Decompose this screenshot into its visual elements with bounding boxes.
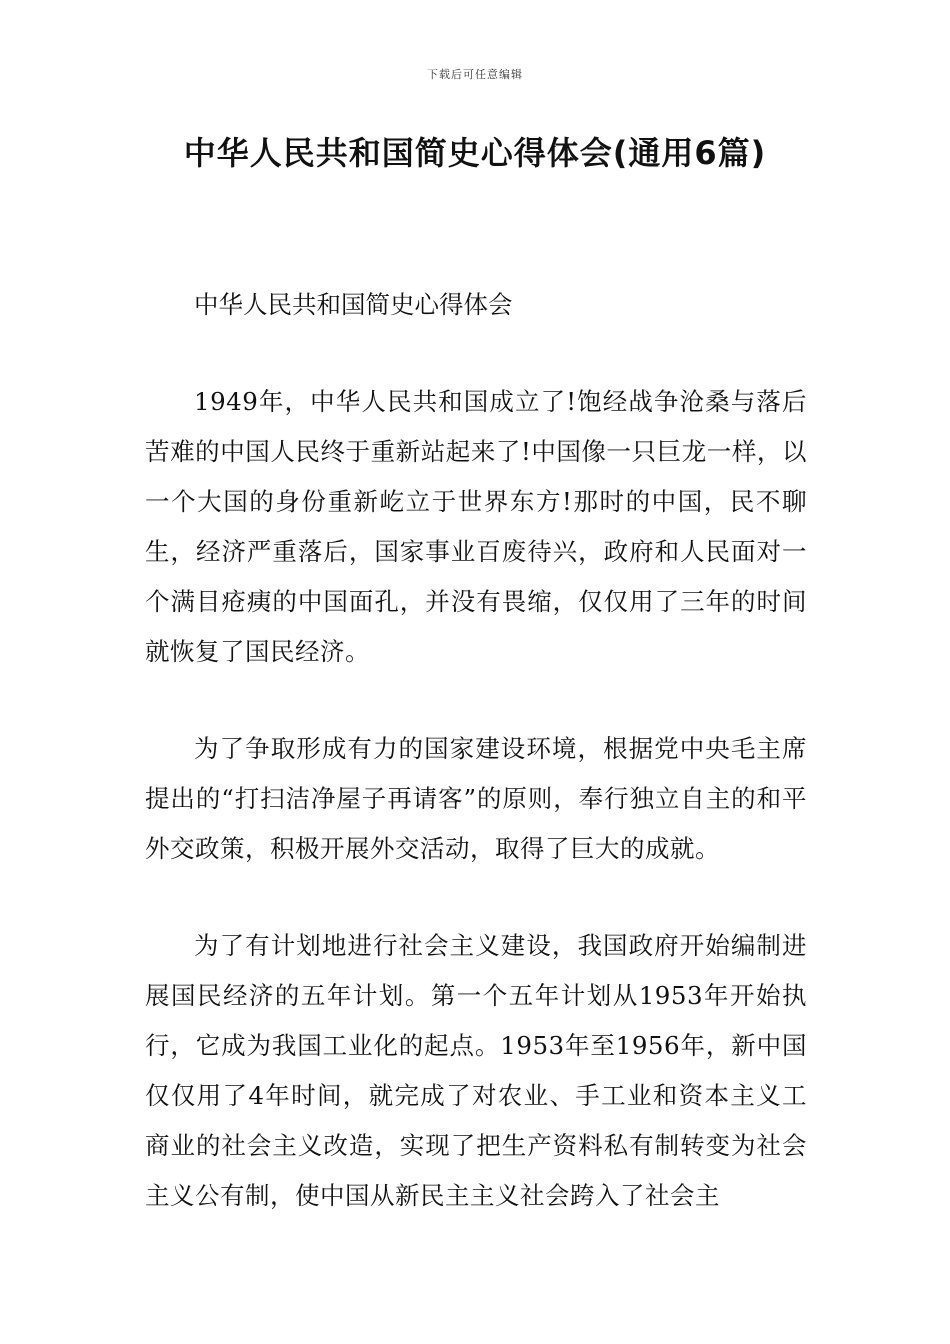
paragraph-1: 1949年，中华人民共和国成立了!饱经战争沧桑与落后苦难的中国人民终于重新站起来了!中国像一只巨龙一样，以一个大国的身份重新屹立于世界东方!那时的中国，民不聊生，经济严重落后，国家事业百废待兴，政府和人民面对一个满目疮痍的中国面孔，并没有畏缩，仅仅用了三年的时间就恢复了国民经济。 bbox=[145, 387, 807, 666]
paragraph-3: 为了有计划地进行社会主义建设，我国政府开始编制进展国民经济的五年计划。第一个五年计划从1953年开始执行，它成为我国工业化的起点。1953年至1956年，新中国仅仅用了4年时间，就完成了对农业、手工业和资本主义工商业的社会主义改造，实现了把生产资料私有制转变为社会主义公有制，使中国从新民主主义社会跨入了社会主 bbox=[145, 931, 807, 1210]
header-note: 下载后可任意编辑 bbox=[427, 68, 523, 81]
document-title: 中华人民共和国简史心得体会(通用6篇) bbox=[183, 134, 767, 172]
paragraph-2: 为了争取形成有力的国家建设环境，根据党中央毛主席提出的“打扫洁净屋子再请客”的原则，奉行独立自主的和平外交政策，积极开展外交活动，取得了巨大的成就。 bbox=[145, 734, 807, 863]
document-body bbox=[145, 280, 807, 1268]
section-heading: 中华人民共和国简史心得体会 bbox=[194, 290, 513, 319]
